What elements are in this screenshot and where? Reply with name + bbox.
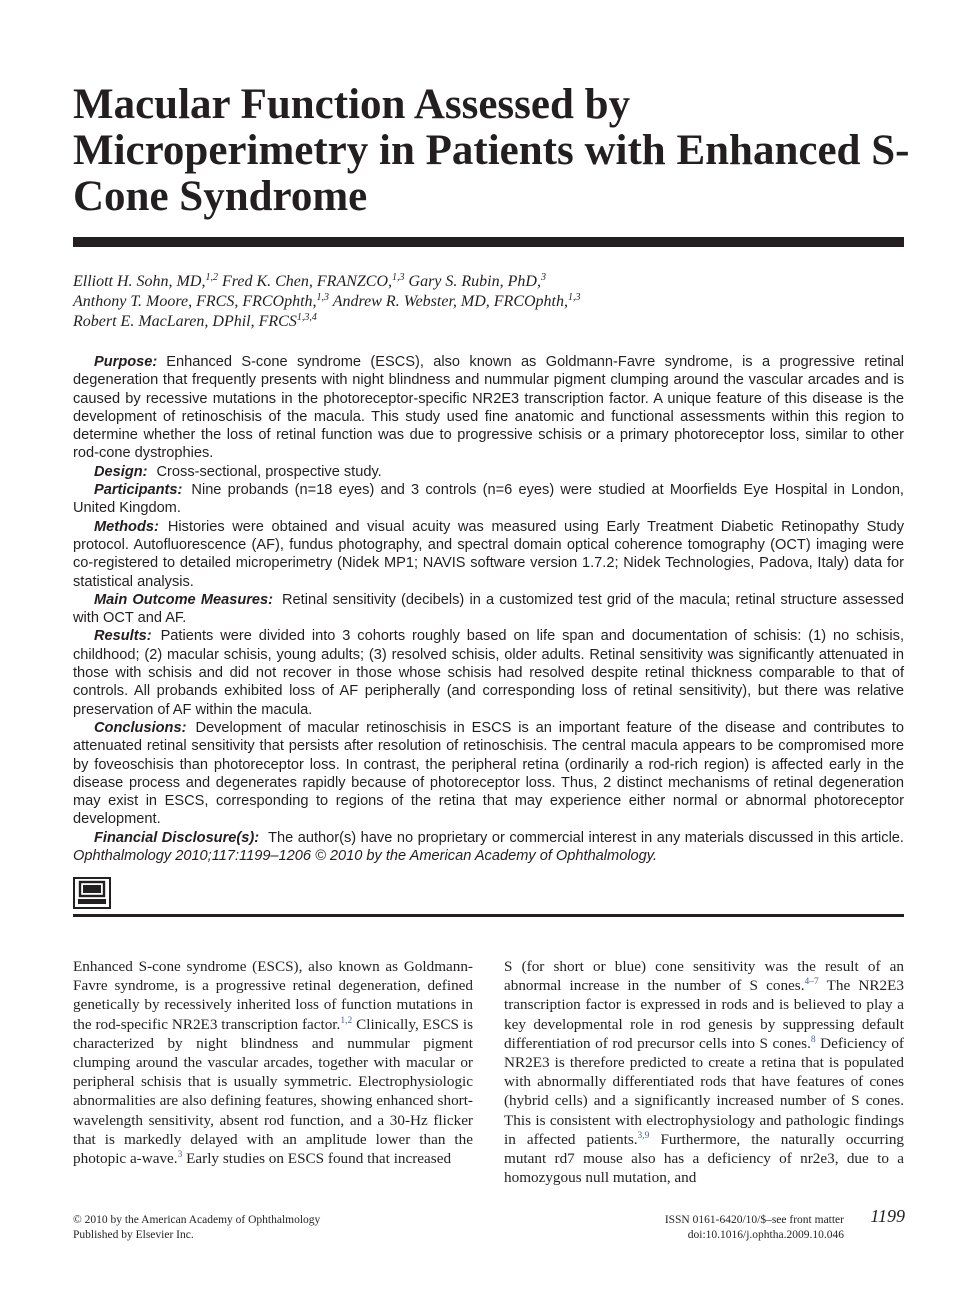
abstract-text: Nine probands (n=18 eyes) and 3 controls (n=6 eyes) were studied at Moorfields Eye Hospital in London, United Kingdom. — [73, 482, 904, 517]
reference-citation[interactable]: 1,2 — [340, 1015, 353, 1026]
abstract-methods — [73, 518, 904, 591]
abstract-participants — [73, 481, 904, 518]
body-text: Furthermore, the naturally occurring mutant rd7 mouse also has a deficiency of nr2e3, due to a homozygous null mutation, and — [504, 1130, 905, 1187]
abstract-results — [73, 627, 904, 718]
computer-icon[interactable] — [73, 877, 111, 909]
author-affiliation: 1,2 — [205, 272, 218, 283]
abstract-text: Histories were obtained and visual acuity was measured using Early Treatment Diabetic Retinopathy Study protocol. Autofluorescence (AF), fundus photography, and spectral domain optical coherence tomography (OCT) imaging were co-registered to detailed microperimetry (Nidek MP1; NAVIS software version 1.7.2; Nidek Technologies, Padova, Italy) data for statistical analysis. — [73, 518, 904, 590]
doi-line[interactable]: doi:10.1016/j.ophtha.2009.10.046 — [687, 1229, 844, 1241]
author-name: Robert E. MacLaren, DPhil, FRCS — [73, 313, 297, 330]
abstract-label: Financial Disclosure(s): — [94, 829, 260, 846]
reference-citation[interactable]: 3,9 — [637, 1130, 650, 1141]
abstract-label: Main Outcome Measures: — [94, 591, 274, 608]
reference-citation[interactable]: 8 — [810, 1034, 816, 1045]
abstract-text: Cross-sectional, prospective study. — [156, 463, 382, 480]
abstract-text: Development of macular retinoschisis in ESCS is an important feature of the disease and contributes to attenuated retinal sensitivity that persists after resolution of retinoschisis. The central macula appears to be compromised more by foveoschisis than photoreceptor loss. In contrast, the peripheral retina (ordinarily a rod-rich region) is affected early in the disease process and degenerates rapidly because of photoreceptor loss. Thus, 2 distinct mechanisms of retinal degeneration may exist in ESCS, corresponding to regions of the retina that may experience either normal or abnormal photoreceptor development. — [73, 719, 904, 828]
article-title: Macular Function Assessed by Microperimetry in Patients with Enhanced S-Cone Syndrome — [73, 81, 910, 220]
footer-right — [560, 1213, 844, 1243]
abstract-main-outcome — [73, 591, 904, 628]
issn-line: ISSN 0161-6420/10/$–see front matter — [664, 1214, 844, 1226]
abstract-text: The author(s) have no proprietary or commercial interest in any materials discussed in this article. — [268, 829, 904, 846]
author-name: Andrew R. Webster, MD, FRCOphth, — [332, 293, 568, 310]
abstract-label: Participants: — [94, 482, 183, 499]
author-affiliation: 1,3,4 — [296, 312, 317, 323]
abstract-label: Conclusions: — [94, 719, 187, 736]
journal-citation: Ophthalmology 2010;117:1199–1206 © 2010 by the American Academy of Ophthalmology. — [73, 848, 658, 865]
author-list — [73, 272, 904, 332]
abstract-disclosure — [73, 829, 904, 866]
abstract-label: Purpose: — [94, 354, 158, 370]
abstract-label: Results: — [94, 628, 152, 645]
body-text: Enhanced S-cone syndrome (ESCS), also known as Goldmann-Favre syndrome, is a progressive retinal degeneration, defined genetically by recessively inherited loss of function mutations in the rod-specific NR2E3 transcription factor. — [73, 958, 473, 1033]
abstract-text: Enhanced S-cone syndrome (ESCS), also known as Goldmann-Favre syndrome, is a progressive retinal degeneration that frequently presents with night blindness and nummular pigment clumping around the vascular arcades and is caused by recessive mutations in the photoreceptor-specific NR2E3 transcription factor. A unique feature of this disease is the development of retinoschisis of the macula. This study used fine anatomic and functional assessments within this region to determine whether the loss of retinal function was due to progressive schisis or a primary photoreceptor loss, similar to other rod-cone dystrophies. — [73, 354, 904, 462]
body-text: S (for short or blue) cone sensitivity was the result of an abnormal increase in the number of S cones. — [504, 958, 904, 995]
body-text: Clinically, ESCS is characterized by night blindness and nummular pigment clumping around the vascular arcades, together with macular or peripheral schisis that is usually symmetric. Electrophysiologic abnormalities are also defining features, showing enhanced short-wavelength sensitivity, absent rod function, and a 30-Hz flicker that is markedly delayed with an amplitude lower than the photopic a-wave. — [73, 1015, 473, 1168]
copyright-line: © 2010 by the American Academy of Ophthalmology — [73, 1214, 321, 1226]
abstract-design — [73, 463, 904, 481]
abstract-conclusions — [73, 719, 904, 829]
page-number: 1199 — [870, 1206, 905, 1226]
abstract — [73, 353, 904, 865]
author-name: Fred K. Chen, FRANZCO, — [221, 273, 393, 290]
body-paragraph — [73, 957, 473, 1168]
footer-left — [73, 1213, 473, 1243]
publisher-line: Published by Elsevier Inc. — [73, 1229, 194, 1241]
reference-citation[interactable]: 4–7 — [804, 977, 819, 988]
author-name: Elliott H. Sohn, MD, — [73, 273, 206, 290]
body-column-left — [73, 957, 473, 1168]
reference-citation[interactable]: 3 — [177, 1150, 183, 1161]
author-affiliation: 1,3 — [568, 292, 581, 303]
title-rule — [73, 237, 904, 247]
author-name: Anthony T. Moore, FRCS, FRCOphth, — [73, 293, 317, 310]
author-affiliation: 3 — [540, 272, 546, 283]
abstract-text: Patients were divided into 3 cohorts roughly based on life span and documentation of schisis: (1) no schisis, childhood; (2) macular schisis, young adults; (3) resolved schisis, older adults. Retinal sensitivity was significantly attenuated in those with schisis and did not recover in those whose schisis had resolved despite retinal thickness comparable to that of controls. All probands exhibited loss of AF peripherally (and corresponding loss of retinal sensitivity), but there was relative preservation of AF within the macula. — [73, 628, 904, 718]
abstract-label: Design: — [94, 463, 148, 480]
abstract-purpose — [73, 353, 904, 463]
abstract-label: Methods: — [94, 518, 159, 535]
author-affiliation: 1,3 — [392, 272, 405, 283]
body-text: Early studies on ESCS found that increased — [182, 1150, 452, 1168]
body-text: Deficiency of NR2E3 is therefore predicted to create a retina that is populated with abnormally differentiated rods that have features of cones (hybrid cells) and a significantly increased number of S cones. This is consistent with electrophysiology and pathologic findings in affected patients. — [504, 1034, 904, 1148]
abstract-text: Retinal sensitivity (decibels) in a customized test grid of the macula; retinal structure assessed with OCT and AF. — [73, 591, 904, 627]
body-paragraph — [504, 957, 904, 1187]
author-affiliation: 1,3 — [316, 292, 330, 303]
section-rule — [73, 914, 904, 917]
author-name: Gary S. Rubin, PhD, — [408, 273, 541, 290]
body-column-right — [504, 957, 904, 1187]
body-text: The NR2E3 transcription factor is expressed in rods and is believed to play a key developmental role in rod genesis by suppressing default differentiation of rod precursor cells into S cones. — [504, 977, 904, 1052]
